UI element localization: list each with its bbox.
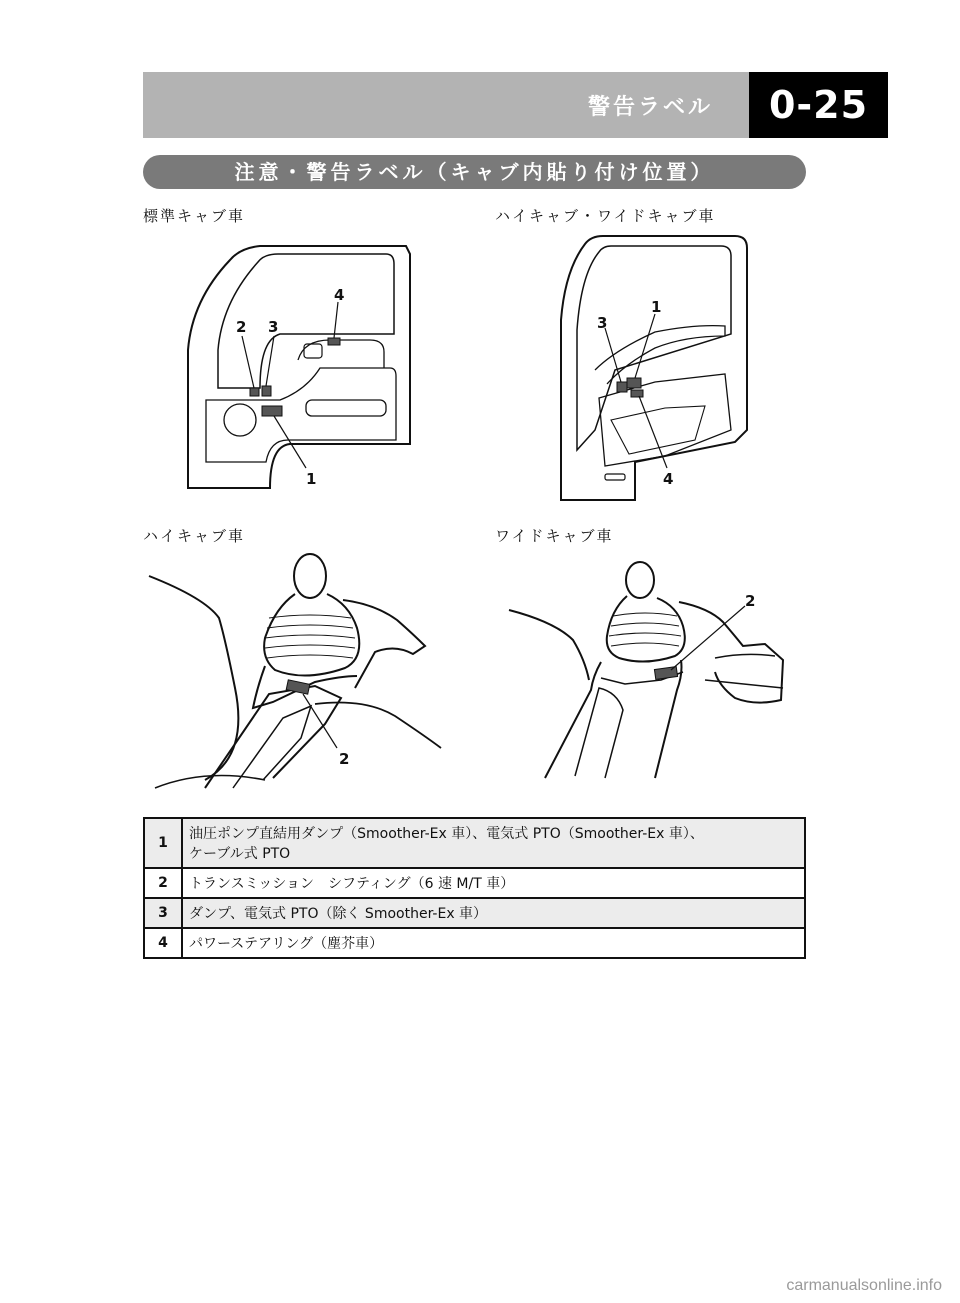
table-row xyxy=(144,818,805,868)
legend-number: 3 xyxy=(144,898,182,928)
legend-number: 1 xyxy=(144,818,182,868)
table-row xyxy=(144,928,805,958)
wide-cab-shift-lever-illustration xyxy=(505,560,790,785)
header-bar xyxy=(143,72,749,138)
section-title: 注意・警告ラベル（キャブ内貼り付け位置） xyxy=(143,155,806,189)
label-legend-table xyxy=(143,817,806,959)
legend-number: 4 xyxy=(144,928,182,958)
callout-1: 1 xyxy=(651,298,662,316)
legend-number: 2 xyxy=(144,868,182,898)
legend-text: 油圧ポンプ直結用ダンプ（Smoother-Ex 車）、電気式 PTO（Smoother-Ex 車）、 ケーブル式 PTO xyxy=(182,818,805,868)
header-title: 警告ラベル xyxy=(587,95,713,120)
callout-3: 3 xyxy=(597,314,608,332)
watermark: carmanualsonline.info xyxy=(786,1277,942,1294)
callout-1: 1 xyxy=(306,470,317,488)
table-row xyxy=(144,868,805,898)
figure-caption-wide-cab: ワイドキャブ車 xyxy=(495,527,614,545)
figure-caption-high-wide-cab: ハイキャブ・ワイドキャブ車 xyxy=(495,207,716,225)
legend-text: トランスミッション シフティング（6 速 M/T 車） xyxy=(182,868,805,898)
high-cab-shift-lever-illustration xyxy=(145,548,455,793)
figure-caption-standard-cab: 標準キャブ車 xyxy=(143,207,246,225)
high-wide-cab-door-illustration xyxy=(555,230,755,505)
legend-text: ダンプ、電気式 PTO（除く Smoother-Ex 車） xyxy=(182,898,805,928)
callout-2: 2 xyxy=(745,592,756,610)
callout-2: 2 xyxy=(236,318,247,336)
table-row xyxy=(144,898,805,928)
callout-4: 4 xyxy=(334,286,345,304)
legend-text: パワーステアリング（塵芥車） xyxy=(182,928,805,958)
callout-4: 4 xyxy=(663,470,674,488)
callout-3: 3 xyxy=(268,318,279,336)
callout-2: 2 xyxy=(339,750,350,768)
standard-cab-door-illustration xyxy=(170,240,430,500)
page-number: 0-25 xyxy=(749,72,888,138)
figure-caption-high-cab: ハイキャブ車 xyxy=(143,527,246,545)
